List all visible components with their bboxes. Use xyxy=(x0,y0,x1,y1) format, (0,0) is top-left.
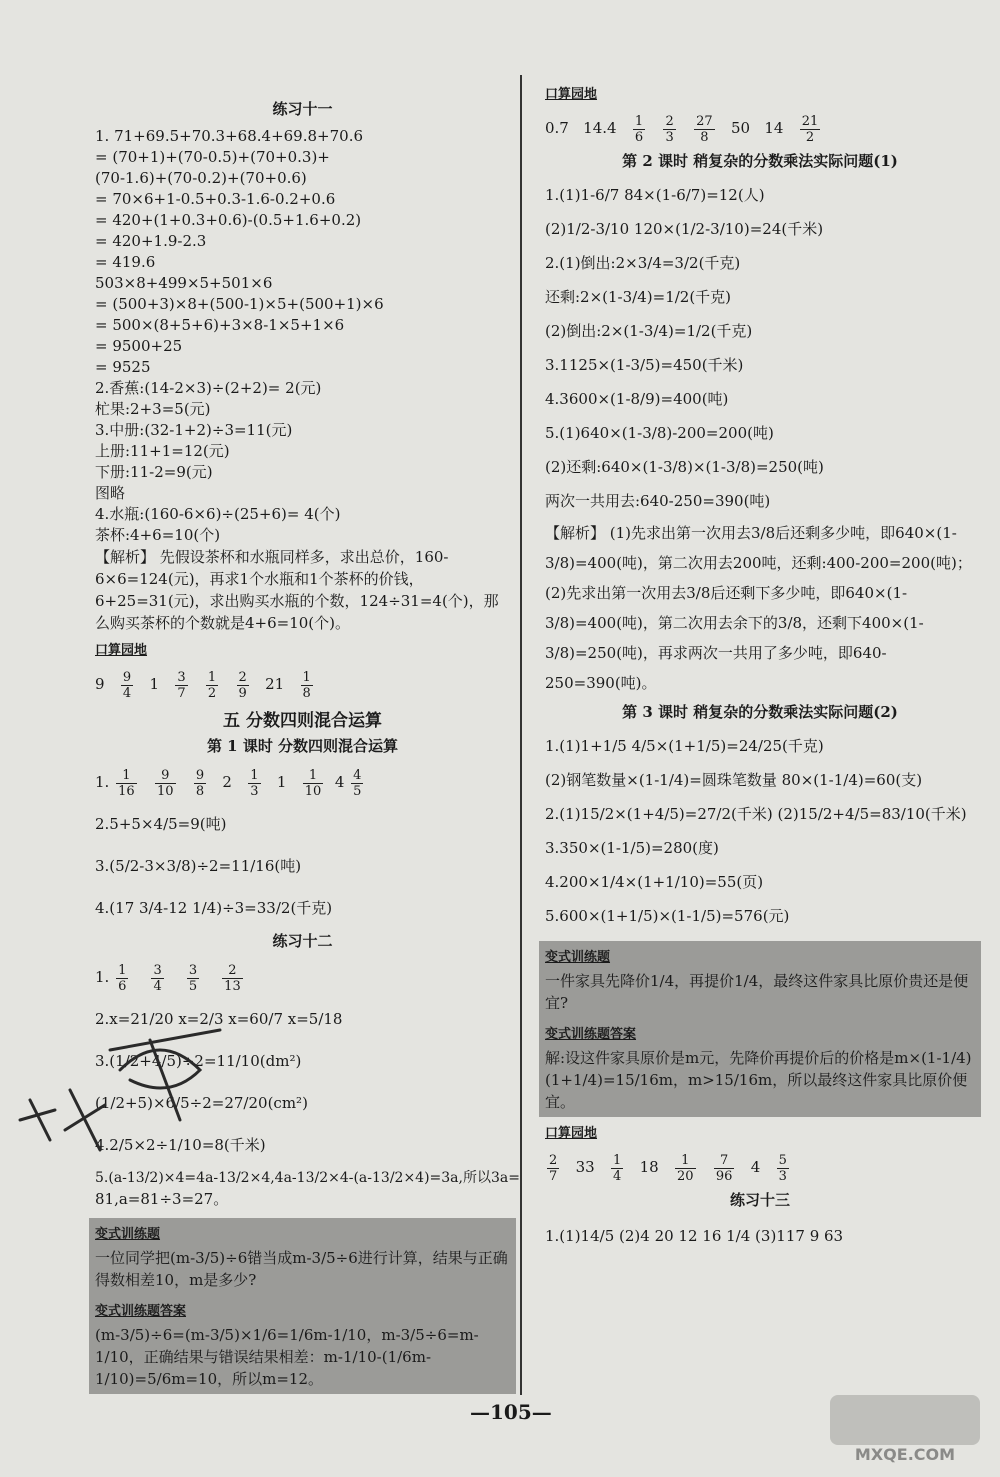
variant-box-right xyxy=(539,941,981,1018)
oral-calc-answers-3: $\frac{2}{7}$ 33 $\frac{1}{4}$ 18 $\frac{1}{20}$ $\frac{7}{96}$ 4 $\frac{5}{3}$ xyxy=(549,1152,787,1184)
oral-frac: $\frac{9}{4}$ xyxy=(122,669,132,701)
lesson-3-lines xyxy=(545,729,975,933)
exercise-11-title: 练习十一 xyxy=(272,100,333,118)
exercise-13-title: 练习十三 xyxy=(729,1191,790,1209)
watermark-site: MXQE.COM xyxy=(854,1445,956,1464)
variant-box-left xyxy=(89,1218,516,1295)
answer-line: 1. 71+69.5+70.3+68.4+69.8+70.6 xyxy=(95,127,364,145)
answer-line: 两次一共用去:640-250=390(吨) xyxy=(545,492,771,510)
answer-line: = 500×(8+5+6)+3×8-1×5+1×6 xyxy=(95,316,345,334)
oral-calc-tag: 口算园地 xyxy=(545,1126,598,1141)
answer-line: = 419.6 xyxy=(95,253,156,271)
oral-calc-answers xyxy=(95,665,510,703)
answer-line: (2)还剩:640×(1-3/8)×(1-3/8)=250(吨) xyxy=(545,458,824,476)
answer-line: (2)1/2-3/10 120×(1/2-3/10)=24(千米) xyxy=(545,220,824,238)
answer-line: = 420+1.9-2.3 xyxy=(95,232,207,250)
answer-line: = 9500+25 xyxy=(95,337,183,355)
lesson-1-q2: 2.5+5×4/5=9(吨) xyxy=(95,815,227,833)
exercise-12-q1: 1. $\frac{1}{6}$ $\frac{3}{4}$ $\frac{3}{5}$ $\frac{2}{13}$ xyxy=(95,962,241,994)
answer-line: (70-1.6)+(70-0.2)+(70+0.6) xyxy=(95,169,307,187)
oral-frac: $\frac{1}{8}$ xyxy=(302,669,311,701)
exercise-12-title: 练习十二 xyxy=(272,932,333,950)
handwriting-scribble xyxy=(10,1010,240,1160)
variant-answer-box-left xyxy=(89,1295,516,1394)
answer-line: 5.(1)640×(1-3/8)-200=200(吨) xyxy=(545,424,774,442)
answer-line: 4.200×1/4×(1+1/10)=55(页) xyxy=(545,873,764,891)
exercise-12-q3a: 3.(1/2+4/5)÷2=11/10(dm²) xyxy=(95,1052,302,1070)
lesson-2-title: 第 2 课时 稍复杂的分数乘法实际问题(1) xyxy=(622,152,898,170)
answer-line: = 70×6+1-0.5+0.3-1.6-0.2+0.6 xyxy=(95,190,336,208)
exercise-12-q5b: 81,a=81÷3=27。 xyxy=(95,1190,229,1208)
watermark-logo xyxy=(830,1395,980,1465)
answer-line: 2.(1)倒出:2×3/4=3/2(千克) xyxy=(545,254,741,272)
variant-tag: 变式训练题 xyxy=(95,1227,161,1242)
answer-line: 还剩:2×(1-3/4)=1/2(千克) xyxy=(545,288,732,306)
answer-line: = (500+3)×8+(500-1)×5+(500+1)×6 xyxy=(95,295,384,313)
answer-line: = (70+1)+(70-0.5)+(70+0.3)+ xyxy=(95,148,330,166)
page-number: —105— xyxy=(470,1400,552,1424)
answer-line: 3.中册:(32-1+2)÷3=11(元) xyxy=(95,421,293,439)
lesson-2-lines xyxy=(545,178,975,518)
lesson-1-q3: 3.(5/2-3×3/8)÷2=11/16(吨) xyxy=(95,857,302,875)
answer-line: 503×8+499×5+501×6 xyxy=(95,274,273,292)
oral-int: 1 xyxy=(149,675,159,693)
exercise-13-q1: 1.(1)14/5 (2)4 20 12 16 1/4 (3)117 9 63 xyxy=(545,1227,844,1245)
oral-calc-answers-2: 0.7 14.4 $\frac{1}{6}$ $\frac{2}{3}$ $\frac{27}{8}$ 50 14 $\frac{21}{2}$ xyxy=(545,113,819,145)
variant-tag: 变式训练题 xyxy=(545,950,611,965)
lesson-1-q1: 1. $\frac{1}{16}$ $\frac{9}{10}$ $\frac{9}{8}$ 2 $\frac{1}{3}$ 1 $\frac{1}{10}$ 4 $\frac{4}{5}$ xyxy=(95,767,362,799)
oral-calc-tag: 口算园地 xyxy=(545,87,598,102)
answer-line: 3.1125×(1-3/5)=450(千米) xyxy=(545,356,744,374)
answer-line: 茶杯:4+6=10(个) xyxy=(95,526,221,544)
answer-line: (2)倒出:2×(1-3/4)=1/2(千克) xyxy=(545,322,753,340)
column-divider xyxy=(520,75,522,1395)
exercise-11-lines xyxy=(95,126,510,546)
lesson-2-analysis: 【解析】 (1)先求出第一次用去3/8后还剩多少吨，即640×(1-3/8)=400(吨)，第二次用去200吨，还剩:400-200=200(吨)；(2)先求出第一次用去3/8后还剩下多少吨，即640×(1-3/8)=400(吨)，第二次用去余下的3/8，还剩下400×(1-3/8)=250(吨)，再求两次一共用了多少吨，即640-250=390(吨)。 xyxy=(545,524,972,692)
variant-answer-box-right xyxy=(539,1018,981,1117)
answer-line: = 9525 xyxy=(95,358,151,376)
answer-line: 1.(1)1+1/5 4/5×(1+1/5)=24/25(千克) xyxy=(545,737,824,755)
variant-question: 一位同学把(m-3/5)÷6错当成m-3/5÷6进行计算，结果与正确得数相差10，m是多少? xyxy=(95,1249,508,1289)
exercise-12-q2: 2.x=21/20 x=2/3 x=60/7 x=5/18 xyxy=(95,1010,343,1028)
chapter-title: 五 分数四则混合运算 xyxy=(223,711,382,731)
answer-line: 4.水瓶:(160-6×6)÷(25+6)= 4(个) xyxy=(95,505,341,523)
answer-line: = 420+(1+0.3+0.6)-(0.5+1.6+0.2) xyxy=(95,211,362,229)
lesson-1-title: 第 1 课时 分数四则混合运算 xyxy=(206,737,399,755)
oral-int: 9 xyxy=(95,675,105,693)
answer-line: 2.(1)15/2×(1+4/5)=27/2(千米) (2)15/2+4/5=83/10(千米) xyxy=(545,805,967,823)
left-column xyxy=(95,95,520,1398)
answer-line: 下册:11-2=9(元) xyxy=(95,463,213,481)
oral-frac: $\frac{3}{7}$ xyxy=(177,669,186,701)
variant-answer-tag: 变式训练题答案 xyxy=(545,1027,637,1042)
answer-line: 4.3600×(1-8/9)=400(吨) xyxy=(545,390,729,408)
answer-line: 1.(1)1-6/7 84×(1-6/7)=12(人) xyxy=(545,186,765,204)
answer-line: 图略 xyxy=(95,484,126,502)
oral-int: 21 xyxy=(265,675,285,693)
exercise-12-q5a: 5.(a-13/2)×4=4a-13/2×4,4a-13/2×4-(a-13/2×4)=3a,所以3a= xyxy=(95,1170,520,1186)
oral-calc-tag: 口算园地 xyxy=(95,643,148,658)
answer-line: 上册:11+1=12(元) xyxy=(95,442,230,460)
answer-line: 2.香蕉:(14-2×3)÷(2+2)= 2(元) xyxy=(95,379,322,397)
answer-line: (2)钢笔数量×(1-1/4)=圆珠笔数量 80×(1-1/4)=60(支) xyxy=(545,771,923,789)
answer-line: 5.600×(1+1/5)×(1-1/5)=576(元) xyxy=(545,907,790,925)
answer-line: 3.350×(1-1/5)=280(度) xyxy=(545,839,719,857)
variant-answer-tag: 变式训练题答案 xyxy=(95,1304,187,1319)
variant-answer: (m-3/5)÷6=(m-3/5)×1/6=1/6m-1/10，m-3/5÷6=m-1/10，正确结果与错误结果相差：m-1/10-(1/6m-1/10)=5/6m=10，所以m=12。 xyxy=(95,1326,479,1388)
lesson-1-q4: 4.(17 3/4-12 1/4)÷3=33/2(千克) xyxy=(95,899,333,917)
oral-frac: $\frac{1}{2}$ xyxy=(207,669,217,701)
lesson-3-title: 第 3 课时 稍复杂的分数乘法实际问题(2) xyxy=(622,703,898,721)
right-column xyxy=(545,78,975,1259)
oral-frac: $\frac{2}{9}$ xyxy=(238,669,247,701)
exercise-12-q3b: (1/2+5)×6/5÷2=27/20(cm²) xyxy=(95,1094,308,1112)
exercise-12-q4: 4.2/5×2÷1/10=8(千米) xyxy=(95,1136,266,1154)
variant-answer: 解:设这件家具原价是m元，先降价再提价后的价格是m×(1-1/4)(1+1/4)=15/16m，m>15/16m，所以最终这件家具比原价便宜。 xyxy=(545,1049,972,1111)
variant-question: 一件家具先降价1/4，再提价1/4，最终这件家具比原价贵还是便宜? xyxy=(545,972,969,1012)
exercise-11-analysis: 【解析】 先假设茶杯和水瓶同样多，求出总价，160-6×6=124(元)，再求1个水瓶和1个茶杯的价钱，6+25=31(元)，求出购买水瓶的个数，124÷31=4(个)，那么购买茶杯的个数就是4+6=10(个)。 xyxy=(95,548,499,632)
watermark-mark xyxy=(830,1395,980,1445)
answer-line: 杧果:2+3=5(元) xyxy=(95,400,211,418)
